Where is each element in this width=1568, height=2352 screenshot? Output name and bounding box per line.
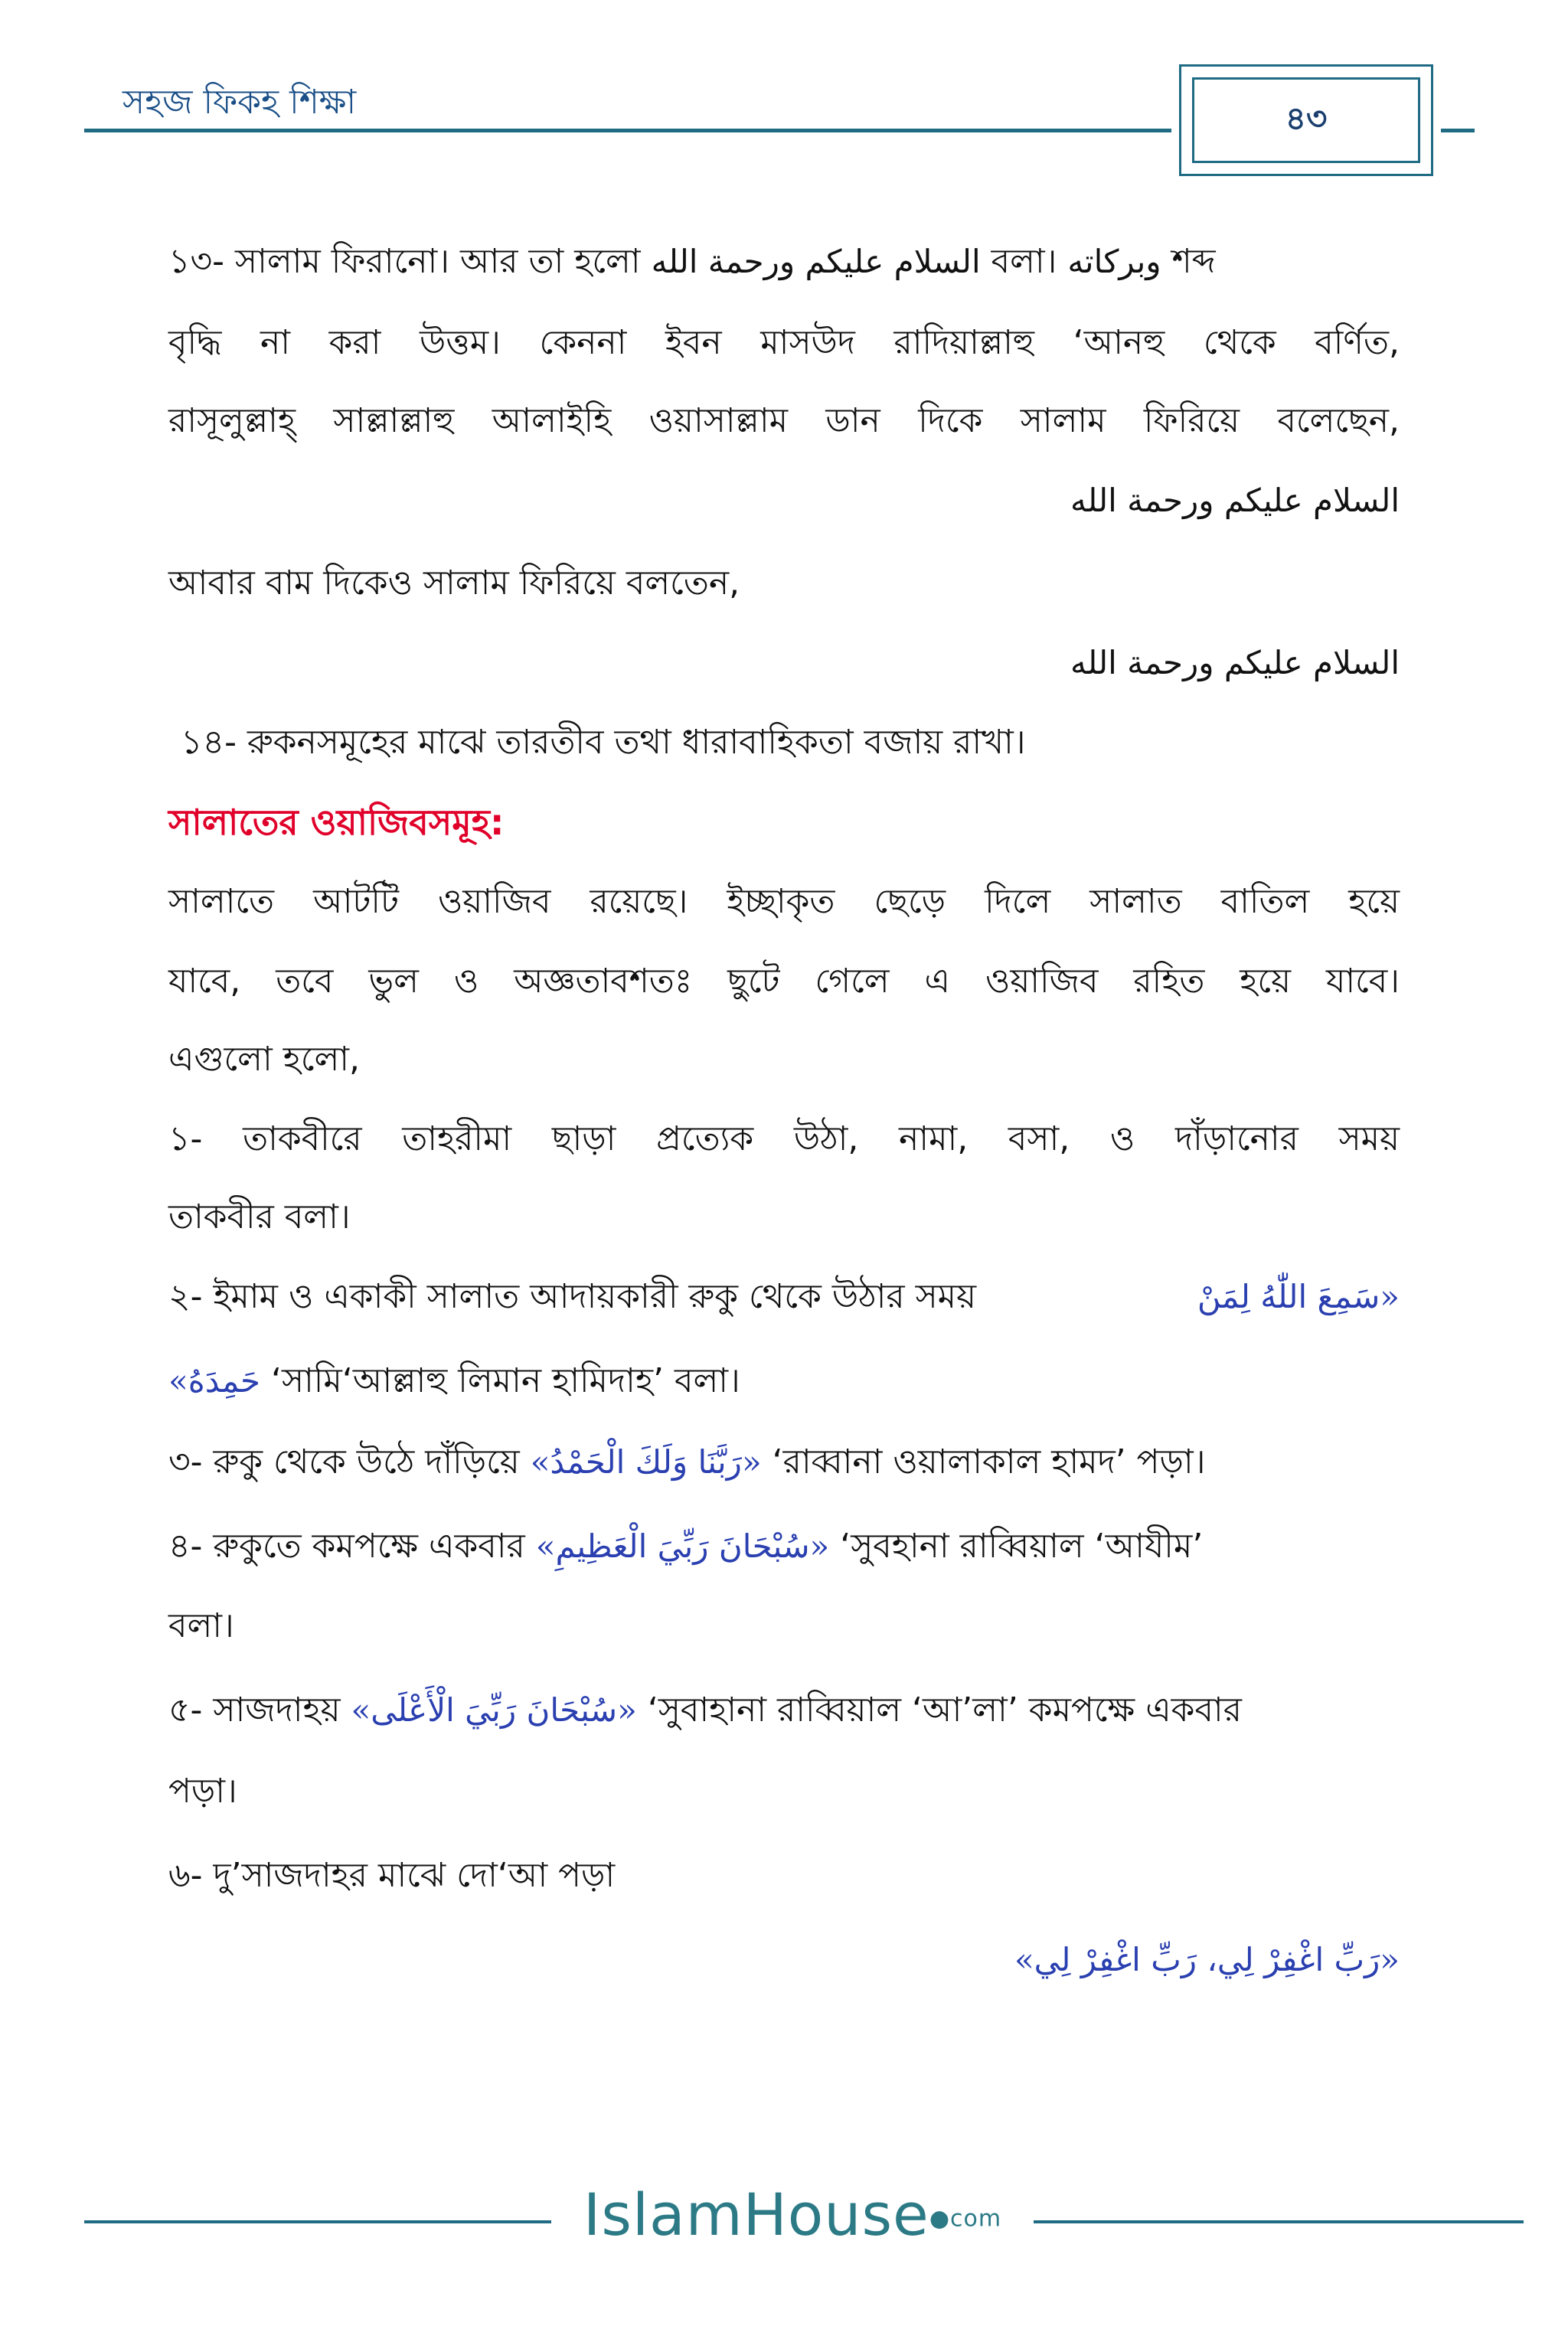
page-number-frame (1192, 77, 1420, 163)
arabic-dua: «رَبَّنَا وَلَكَ الْحَمْدُ» (530, 1443, 762, 1481)
wajib-item-4-line-1 (168, 1524, 1400, 1570)
wajib-item-1-line-2: তাকবীর বলা। (168, 1197, 351, 1236)
arabic-phrase: وبركاته (1067, 243, 1161, 280)
wajib-item-5-line-1 (168, 1687, 1400, 1733)
wajib-intro-line-3: এগুলো হলো, (168, 1040, 361, 1079)
wajib-item-4-line-2: বলা। (168, 1606, 234, 1645)
arabic-phrase: السلام عليكم ورحمة الله (651, 243, 981, 280)
arabic-salam-left (168, 640, 1400, 686)
section-heading: সালাতের ওয়াজিবসমূহ: (168, 802, 505, 843)
text-segment: ‘সুবাহানা রাব্বিয়াল ‘আ’লা’ কমপক্ষে একবার (647, 1690, 1242, 1730)
wajib-item-5-line-2: পড়া। (168, 1772, 237, 1811)
text-segment: ৪- রুকুতে কমপক্ষে একবার (168, 1527, 525, 1566)
paragraph-13-line-2: বৃদ্ধি না করা উত্তম। কেননা ইবন মাসউদ রাদিয়াল্লাহু ‘আনহু থেকে বর্ণিত, (168, 323, 1400, 362)
paragraph-14: ১৪- রুকনসমূহের মাঝে তারতীব তথা ধারাবাহিকতা বজায় রাখা। (181, 723, 1026, 762)
wajib-item-2-line-1 (168, 1274, 1400, 1320)
paragraph-13-line-4: আবার বাম দিকেও সালাম ফিরিয়ে বলতেন, (168, 564, 740, 603)
arabic-salam-right (168, 478, 1400, 524)
arabic-dua: «سُبْحَانَ رَبِّيَ الْعَظِيمِ» (535, 1527, 830, 1565)
text-segment: ১৩- সালাম ফিরানো। আর তা হলো (168, 242, 641, 281)
logo-dot-icon: ● (929, 2205, 950, 2233)
islamhouse-logo (551, 2180, 1034, 2249)
text-segment: ২- ইমাম ও একাকী সালাত আদায়কারী রুকু থেকে উঠার সময় (168, 1277, 976, 1316)
page-number: ৪৩ (1285, 99, 1328, 137)
text-segment: বলা। (991, 242, 1057, 281)
logo-text: IslamHouse (583, 2180, 929, 2249)
arabic-phrase: السلام عليكم ورحمة الله (1070, 644, 1400, 681)
header-rule-right (1441, 129, 1475, 132)
wajib-item-1-line-1: ১- তাকবীরে তাহরীমা ছাড়া প্রত্যেক উঠা, নামা, বসা, ও দাঁড়ানোর সময় (168, 1119, 1400, 1158)
footer-rule-left (84, 2220, 551, 2223)
text-segment: ৩- রুকু থেকে উঠে দাঁড়িয়ে (168, 1442, 520, 1481)
wajib-item-6-dua (168, 1937, 1400, 1983)
arabic-dua: «سَمِعَ اللّٰهُ لِمَنْ (1197, 1278, 1400, 1315)
book-title: সহজ ফিকহ শিক্ষা (122, 83, 357, 122)
text-segment: শব্দ (1171, 242, 1216, 281)
paragraph-13-line-3: রাসূলুল্লাহ্‌ সাল্লাল্লাহু আলাইহি ওয়াসাল্লাম ডান দিকে সালাম ফিরিয়ে বলেছেন, (168, 401, 1400, 440)
arabic-dua: «سُبْحَانَ رَبِّيَ الْأَعْلَى» (351, 1691, 637, 1729)
arabic-dua: حَمِدَهُ» (168, 1362, 260, 1400)
header-rule (84, 129, 1171, 132)
text-segment: ‘সামি‘আল্লাহু লিমান হামিদাহ’ বলা। (271, 1361, 740, 1400)
text-segment: ‘সুবহানা রাব্বিয়াল ‘আযীম’ (840, 1527, 1204, 1566)
page-number-box (1179, 64, 1433, 176)
wajib-item-3 (168, 1439, 1400, 1485)
text-segment: ‘রাব্বানা ওয়ালাকাল হামদ’ পড়া। (772, 1442, 1206, 1481)
wajib-item-6: ৬- দু’সাজদাহর মাঝে দো‘আ পড়া (168, 1856, 616, 1895)
text-segment: ৫- সাজদাহয় (168, 1690, 341, 1730)
footer-rule-right (1034, 2220, 1524, 2223)
wajib-intro-line-2: যাবে, তবে ভুল ও অজ্ঞতাবশতঃ ছুটে গেলে এ ওয়াজিব রহিত হয়ে যাবে। (168, 962, 1400, 1001)
arabic-phrase: السلام عليكم ورحمة الله (1070, 482, 1400, 519)
wajib-intro-line-1: সালাতে আটটি ওয়াজিব রয়েছে। ইচ্ছাকৃত ছেড়ে দিলে সালাত বাতিল হয়ে (168, 882, 1400, 921)
wajib-item-2-line-2 (168, 1358, 1400, 1404)
logo-suffix: com (950, 2205, 1002, 2233)
paragraph-13-line-1 (168, 239, 1400, 285)
arabic-dua: «رَبِّ اغْفِرْ لِي، رَبِّ اغْفِرْ لِي» (1014, 1941, 1400, 1978)
